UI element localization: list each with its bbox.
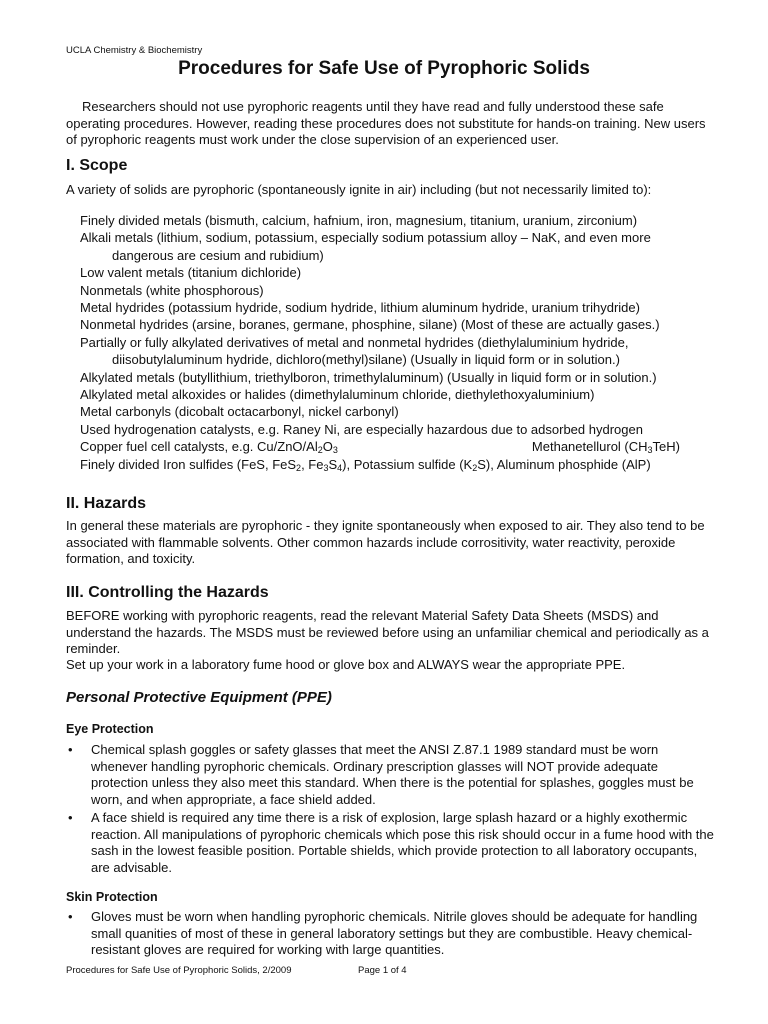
copper-methanetellurol-row	[80, 438, 680, 455]
controlling-paragraph: BEFORE working with pyrophoric reagents, read the relevant Material Safety Data Sheets (MSDS) and understand the hazards. The MSDS must be reviewed before using an unfamiliar chemical and periodically as a reminder.	[66, 608, 709, 656]
list-item-text: Nonmetal hydrides (arsine, boranes, germane, phosphine, silane) (Most of these are actually gases.)	[80, 317, 660, 333]
organization-label: UCLA Chemistry & Biochemistry	[66, 45, 203, 56]
list-item	[80, 456, 720, 473]
eye-protection-list	[66, 742, 716, 878]
list-item-text: Metal carbonyls (dicobalt octacarbonyl, nickel carbonyl)	[80, 404, 399, 420]
list-item	[66, 909, 716, 959]
list-item-text: Alkylated metals (butyllithium, triethylboron, trimethylaluminum) (Usually in liquid form or in solution.)	[80, 369, 657, 385]
methanetellurol-text: Methanetellurol $(CH_3TeH)$	[531, 439, 680, 456]
list-item	[80, 264, 720, 281]
list-item-text: Partially or fully alkylated derivatives of metal and nonmetal hydrides (diethylaluminium hydride,	[80, 334, 629, 350]
list-item-text: Gloves must be worn when handling pyrophoric chemicals. Nitrile gloves should be adequate for handling small quanities of most of these in general laboratory settings but they are combustible. Heavy chemical-resistant gloves are required for working with large quantities.	[91, 909, 698, 957]
list-item	[80, 386, 720, 403]
list-item	[66, 810, 716, 876]
copper-catalysts-text: Copper fuel cell catalysts, e.g. $Cu/ZnO/Al_2O_3$	[80, 439, 338, 456]
list-item-text: Nonmetals (white phosphorous)	[80, 282, 264, 298]
list-item-continuation: diisobutylaluminum hydride, dichloro(methyl)silane) (Usually in liquid form or in solution.)	[112, 352, 620, 368]
list-item-text: Metal hydrides (potassium hydride, sodium hydride, lithium aluminum hydride, uranium trihydride)	[80, 300, 640, 316]
list-item-text: Finely divided metals (bismuth, calcium, hafnium, iron, magnesium, titanium, uranium, zirconium)	[80, 213, 638, 228]
page-title: Procedures for Safe Use of Pyrophoric Solids	[178, 58, 590, 79]
eye-protection-heading: Eye Protection	[66, 722, 154, 736]
list-item	[66, 742, 716, 808]
pyrophoric-list	[80, 212, 720, 473]
list-item	[80, 403, 720, 420]
hazards-paragraph: In general these materials are pyrophoric - they ignite spontaneously when exposed to air. They also tend to be associated with flammable solvents. Other common hazards include corrositivity, water reactivity, peroxide formation, and toxicity.	[66, 518, 705, 566]
list-item-text: Low valent metals (titanium dichloride)	[80, 265, 302, 281]
intro-paragraph: Researchers should not use pyrophoric reagents until they have read and fully understood these safe operating procedures. However, reading these procedures does not substitute for hands-on training. New users of pyrophoric reagents must work under the close supervision of an experienced user.	[66, 99, 706, 147]
scope-intro: A variety of solids are pyrophoric (spontaneously ignite in air) including (but not necessarily limited to):	[66, 182, 652, 197]
controlling-setup-text: Set up your work in a laboratory fume hood or glove box and ALWAYS wear the appropriate PPE.	[66, 657, 626, 672]
list-item	[80, 369, 720, 386]
list-item	[80, 334, 720, 369]
list-item	[80, 421, 720, 438]
list-item-text: A face shield is required any time there is a risk of explosion, large splash hazard or a highly exothermic reaction. All manipulations of pyrophoric chemicals which pose this risk should occur in a fume hood with the sash in the lowest feasible position. Portable shields, which provide protection to all laboratory occupants, are advisable.	[91, 810, 714, 875]
controlling-heading: III. Controlling the Hazards	[66, 584, 269, 601]
footer-page-number: Page 1 of 4	[358, 965, 407, 976]
list-item	[80, 229, 720, 264]
bullet-icon: •	[68, 909, 73, 924]
list-item	[80, 316, 720, 333]
list-item-text: Alkylated metal alkoxides or halides (dimethylaluminum chloride, diethylethoxyaluminium)	[80, 387, 595, 403]
list-item	[80, 299, 720, 316]
list-item-text: Used hydrogenation catalysts, e.g. Raney Ni, are especially hazardous due to adsorbed hydrogen	[80, 421, 643, 437]
ppe-heading: Personal Protective Equipment (PPE)	[66, 689, 332, 706]
list-item-continuation: dangerous are cesium and rubidium)	[112, 247, 324, 263]
bullet-icon: •	[68, 810, 73, 825]
list-item	[80, 212, 720, 229]
sulfides-text: Finely divided Iron sulfides (FeS, FeS$_2$, $Fe_3S_4$), Potassium sulfide $(K_2S)$, Aluminum phosphide (AlP)	[80, 456, 651, 473]
list-item	[80, 282, 720, 299]
skin-protection-list	[66, 909, 716, 961]
scope-heading: I. Scope	[66, 157, 128, 174]
skin-protection-heading: Skin Protection	[66, 890, 158, 904]
hazards-heading: II. Hazards	[66, 495, 147, 512]
bullet-icon: •	[68, 742, 73, 757]
footer-document-title: Procedures for Safe Use of Pyrophoric Solids, 2/2009	[66, 965, 292, 976]
list-item-text: Chemical splash goggles or safety glasses that meet the ANSI Z.87.1 1989 standard must be worn whenever handling pyrophoric chemicals. Ordinary prescription glasses will NOT provide adequate protection unless they also meet this standard. When there is the potential for splashes, goggles must be worn, and when appropriate, a face shield added.	[91, 742, 694, 807]
list-item-text: Alkali metals (lithium, sodium, potassium, especially sodium potassium alloy – NaK, and even more	[80, 230, 651, 246]
list-item	[80, 438, 720, 455]
